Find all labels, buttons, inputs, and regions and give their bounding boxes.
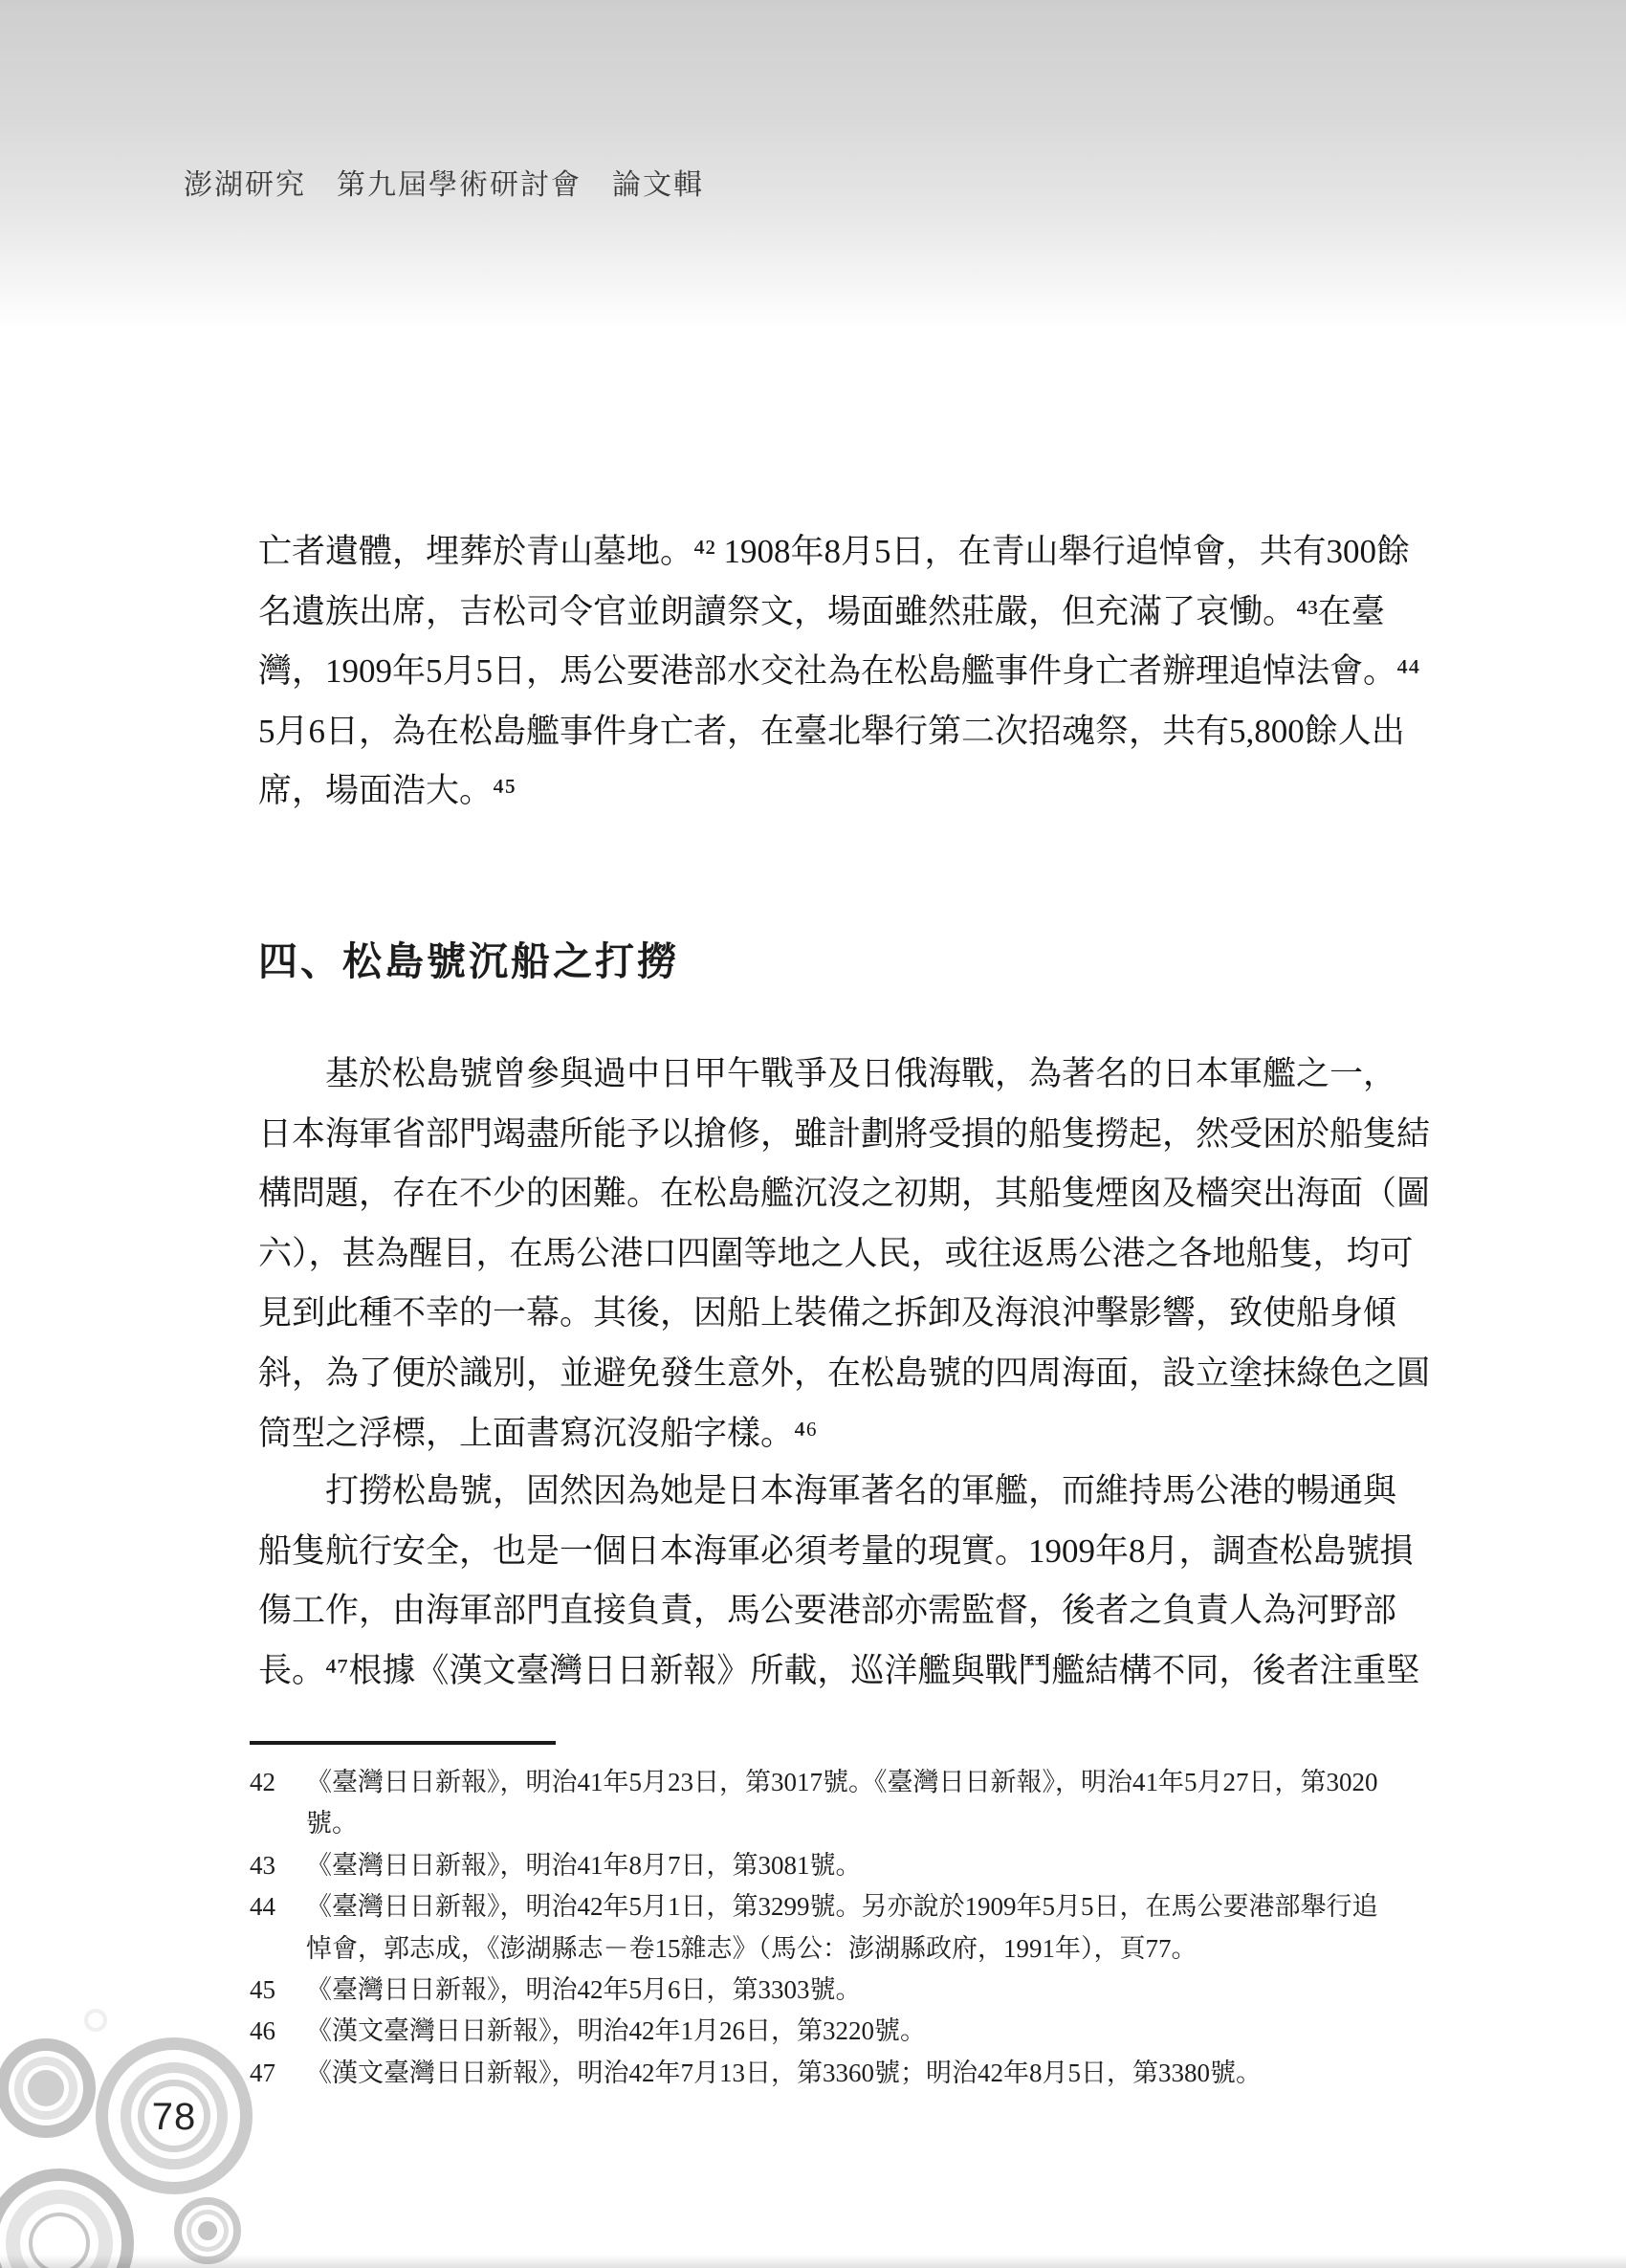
page-number: 78	[151, 2095, 197, 2138]
footnote-number: 45	[250, 1975, 275, 2005]
footnote-number: 47	[250, 2058, 275, 2087]
footnote-number: 46	[250, 2016, 275, 2046]
footnotes	[250, 1762, 1397, 2094]
body-line: 筒型之浮標，上面書寫沉沒船字樣。⁴⁶	[258, 1414, 818, 1452]
footnote-42	[250, 1762, 1397, 1845]
body-line: 斜，為了便於識別，並避免發生意外，在松島號的四周海面，設立塗抹綠色之圓	[258, 1354, 1431, 1392]
body-line: 構問題，存在不少的困難。在松島艦沉沒之初期，其船隻煙囪及檣突出海面（圖	[258, 1175, 1431, 1213]
body-line: 5月6日，為在松島艦事件身亡者，在臺北舉行第二次招魂祭，共有5,800餘人出	[258, 712, 1405, 750]
footnote-text: 《漢文臺灣日日新報》，明治42年1月26日，第3220號。	[306, 2016, 926, 2046]
body-line: 名遺族出席，吉松司令官並朗讀祭文，場面雖然莊嚴，但充滿了哀慟。⁴³在臺	[258, 592, 1385, 630]
paragraph-2	[258, 1045, 1431, 1464]
section-heading: 四、松島號沉船之打撈	[258, 939, 679, 983]
body-line: 六），甚為醒目，在馬公港口四圍等地之人民，或往返馬公港之各地船隻，均可	[258, 1234, 1414, 1272]
footnote-number: 42	[250, 1768, 275, 1796]
body-line: 傷工作，由海軍部門直接負責，馬公要港部亦需監督，後者之負責人為河野部	[258, 1592, 1397, 1630]
body-line: 灣，1909年5月5日，馬公要港部水交社為在松島艦事件身亡者辦理追悼法會。⁴⁴	[258, 652, 1420, 691]
decorative-circle	[28, 2070, 64, 2106]
footnote-text: 《漢文臺灣日日新報》，明治42年7月13日，第3360號；明治42年8月5日，第3380號。	[306, 2058, 1262, 2087]
body-line: 見到此種不幸的一幕。其後，因船上裝備之拆卸及海浪沖擊影響，致使船身傾	[258, 1294, 1397, 1332]
paragraph-3	[258, 1462, 1420, 1701]
paragraph-1	[258, 522, 1420, 822]
footnote-text: 《臺灣日日新報》，明治41年5月23日，第3017號。《臺灣日日新報》，明治41年5月27日，第3020號。	[306, 1768, 1378, 1839]
body-line: 席，場面浩大。⁴⁵	[258, 772, 516, 810]
decorative-circle	[198, 2221, 217, 2240]
footnote-text: 《臺灣日日新報》，明治41年8月7日，第3081號。	[306, 1850, 862, 1880]
body-line: 亡者遺體，埋葬於青山墓地。⁴² 1908年8月5日，在青山舉行追悼會，共有300餘	[258, 533, 1410, 570]
body-line: 船隻航行安全，也是一個日本海軍必須考量的現實。1909年8月，調查松島號損	[258, 1531, 1414, 1570]
footnote-number: 43	[250, 1850, 275, 1880]
body-line: 打撈松島號，固然因為她是日本海軍著名的軍艦，而維持馬公港的暢通與	[325, 1472, 1397, 1509]
footnote-47	[250, 2053, 1397, 2094]
footnote-43	[250, 1845, 1397, 1886]
body-line: 長。⁴⁷根據《漢文臺灣日日新報》所載，巡洋艦與戰鬥艦結構不同，後者注重堅	[258, 1651, 1420, 1689]
decorative-circle	[84, 2009, 107, 2032]
footnote-45	[250, 1970, 1397, 2011]
footnote-text: 《臺灣日日新報》，明治42年5月1日，第3299號。另亦說於1909年5月5日，在馬公要港部舉行追悼會，郭志成，《澎湖縣志－卷15雜志》（馬公：澎湖縣政府，1991年），頁77。	[306, 1892, 1378, 1963]
footnote-divider	[250, 1741, 556, 1745]
footnote-46	[250, 2011, 1397, 2052]
body-line: 日本海軍省部門竭盡所能予以搶修，雖計劃將受損的船隻撈起，然受困於船隻結	[258, 1114, 1431, 1153]
footnote-44	[250, 1886, 1397, 1970]
running-header: 澎湖研究 第九屆學術研討會 論文輯	[184, 169, 704, 201]
bottom-gradient-band	[0, 2255, 1626, 2268]
footnote-number: 44	[250, 1892, 275, 1922]
body-line: 基於松島號曾參與過中日甲午戰爭及日俄海戰，為著名的日本軍艦之一，	[325, 1055, 1397, 1092]
footnote-text: 《臺灣日日新報》，明治42年5月6日，第3303號。	[306, 1975, 862, 2005]
